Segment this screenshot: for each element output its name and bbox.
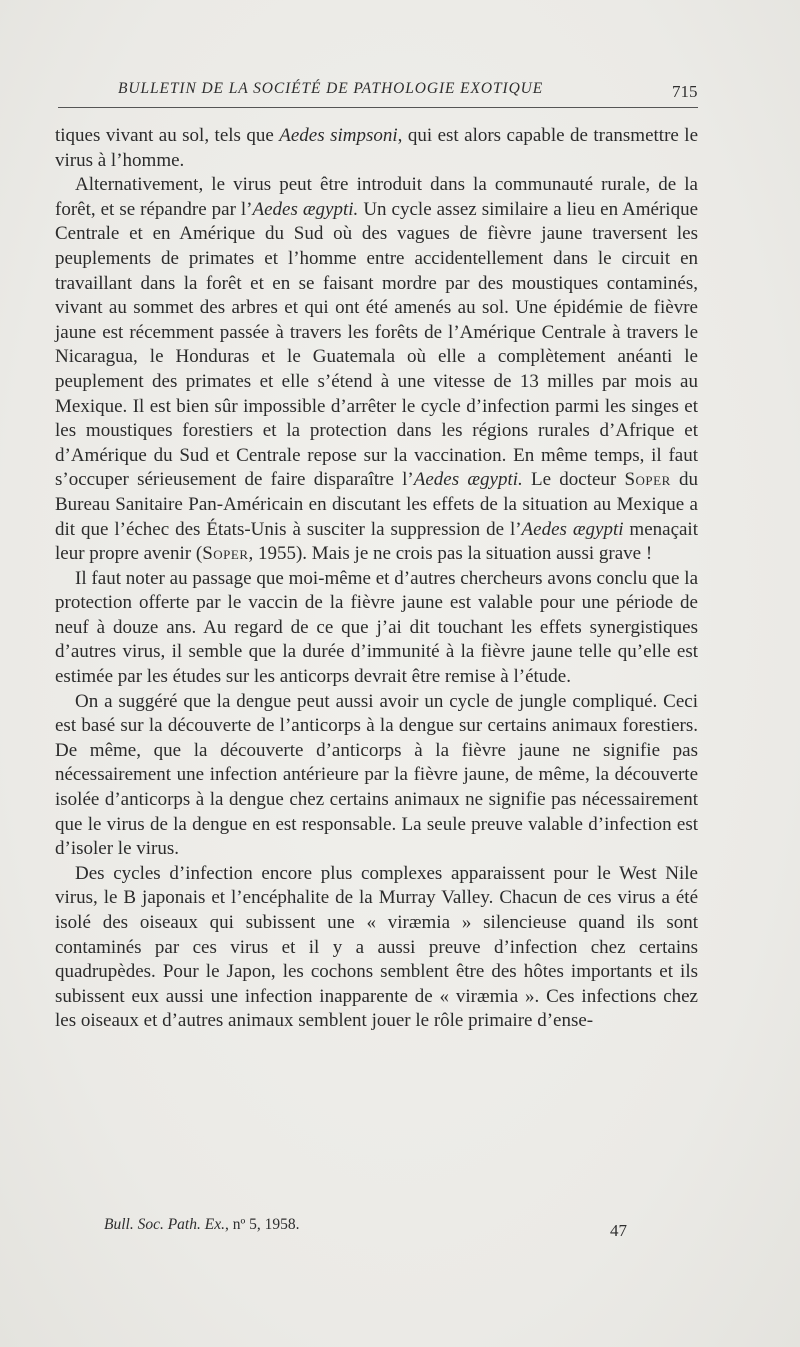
text-run: , qui est alors capable de transmettre le virus à l’homme. xyxy=(55,125,698,171)
text-run: Le docteur xyxy=(522,469,625,491)
footer-citation xyxy=(104,1216,300,1234)
text-run: Il faut noter au passage que moi-même et d’autres chercheurs avons conclu que la protection offerte par le vaccin de la fièvre jaune est valable pour une période de neuf à douze ans. Au regard de ce que j’ai dit touchant les effets synergistiques d’autres virus, il semble que la durée d’immunité à la fièvre jaune telle qu’elle est estimée par les études sur les anticorps devrait être remise à l’étude. xyxy=(55,567,698,688)
issue-info: , nº 5, 1958. xyxy=(224,1216,300,1233)
text-run: Un cycle assez similaire a lieu en Amérique Centrale et en Amérique du Sud où des vagues de fièvre jaune traversent les peuplements de primates et l’homme entre accidentellement dans le circuit en travaillant dans la forêt et en se faisant mordre par des moustiques contaminés, vivant au sommet des arbres et qui ont été amenés au sol. Une épidémie de fièvre jaune est récemment passée à travers les forêts de l’Amérique Centrale à travers le Nicaragua, le Honduras et le Guatemala où elle a complètement anéanti le peuplement des primates et elle s’étend à une vitesse de 13 milles par mois au Mexique. Il est bien sûr impossible d’arrêter le cycle d’infection parmi les singes et les moustiques forestiers et la protection dans les régions rurales d’Afrique et d’Amérique du Sud et Centrale repose sur la vaccination. En même temps, il faut s’occuper sérieusement de faire disparaître l’ xyxy=(55,198,699,491)
paragraph xyxy=(55,567,698,690)
italic-text: Aedes ægypti. xyxy=(413,469,523,491)
header-rule xyxy=(58,107,698,108)
text-run: menaçait leur propre avenir ( xyxy=(55,518,698,565)
author-name: Soper xyxy=(624,469,671,491)
author-name: Soper xyxy=(202,543,249,565)
italic-text: Aedes ægypti xyxy=(521,518,624,540)
paragraph xyxy=(55,124,698,173)
page-number: 715 xyxy=(672,82,698,101)
paragraph xyxy=(55,690,698,862)
running-head-title: BULLETIN DE LA SOCIÉTÉ DE PATHOLOGIE EXOTIQUE xyxy=(118,80,544,97)
text-run: Alternativement, le virus peut être introduit dans la communauté rurale, de la forêt, et se répandre par l’ xyxy=(55,174,698,220)
article-body xyxy=(55,124,698,1034)
signature-mark: 47 xyxy=(610,1221,627,1240)
text-run: tiques vivant au sol, tels que xyxy=(55,125,280,146)
journal-abbrev: Bull. Soc. Path. Ex. xyxy=(104,1216,225,1233)
italic-text: Aedes ægypti. xyxy=(252,198,359,220)
text-run: Des cycles d’infection encore plus complexes apparaissent pour le West Nile virus, le B japonais et l’encéphalite de la Murray Valley. Chacun de ces virus a été isolé des oiseaux qui subissent une « viræmia » silencieuse quand ils sont contaminés par ces virus et il y a aussi preuve d’infection chez certains quadrupèdes. Pour le Japon, les cochons semblent être des hôtes importants et ils subissent eux aussi une infection inapparente de « viræmia ». Ces infections chez les oiseaux et d’autres animaux semblent jouer le rôle primaire d’ense- xyxy=(55,862,698,1032)
text-run: On a suggéré que la dengue peut aussi avoir un cycle de jungle compliqué. Ceci est basé sur la découverte de l’anticorps à la dengue sur certains animaux forestiers. De même, que la découverte d’anticorps à la fièvre jaune ne signifie pas nécessairement une infection antérieure par la fièvre jaune, de même, la découverte isolée d’anticorps à la dengue chez certains animaux ne signifie pas nécessairement que le virus de la dengue en est responsable. La seule preuve valable d’infection est d’isoler le virus. xyxy=(55,690,698,860)
paragraph xyxy=(55,862,698,1034)
paragraph xyxy=(55,173,698,567)
text-run: du Bureau Sanitaire Pan-Américain en discutant les effets de la situation au Mexique a dit que l’échec des États-Unis à susciter la suppression de l’ xyxy=(55,469,698,540)
text-run: , 1955). Mais je ne crois pas la situation aussi grave ! xyxy=(248,543,653,565)
italic-text: Aedes simpsoni xyxy=(279,125,398,146)
